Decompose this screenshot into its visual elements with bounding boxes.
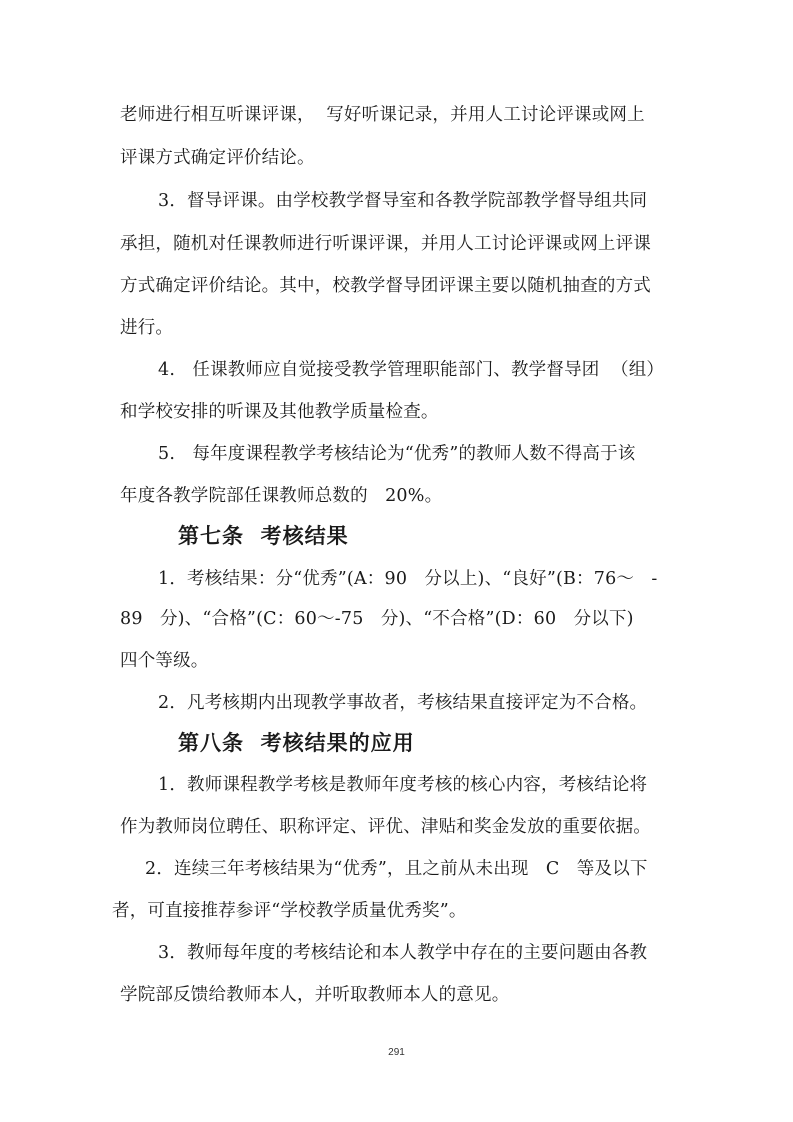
paragraph-line: 老师进行相互听课评课， 写好听课记录，并用人工讨论评课或网上 (120, 105, 645, 125)
paragraph-line: 评课方式确定评价结论。 (120, 148, 315, 168)
paragraph-line: 5. 每年度课程教学考核结论为“优秀”的教师人数不得高于该 (158, 444, 636, 464)
paragraph-line: 年度各教学院部任课教师总数的 20%。 (120, 486, 443, 506)
paragraph-line: 89 分)、“合格”(C：60～-75 分)、“不合格”(D：60 分以下) (120, 609, 634, 629)
paragraph-line: 学院部反馈给教师本人，并听取教师本人的意见。 (120, 985, 510, 1005)
paragraph-line: 1．考核结果：分“优秀”(A：90 分以上)、“良好”(B：76～ - (158, 569, 658, 589)
paragraph-line: 3．教师每年度的考核结论和本人教学中存在的主要问题由各教 (158, 943, 648, 963)
paragraph-line: 方式确定评价结论。其中，校教学督导团评课主要以随机抽查的方式 (120, 276, 651, 296)
paragraph-line: 者，可直接推荐参评“学校教学质量优秀奖”。 (112, 901, 467, 921)
paragraph-line: 4. 任课教师应自觉接受教学管理职能部门、教学督导团 （组） (158, 360, 665, 380)
paragraph-line: 2．连续三年考核结果为“优秀”，且之前从未出现 C 等及以下 (145, 859, 648, 879)
paragraph-line: 1．教师课程教学考核是教师年度考核的核心内容，考核结论将 (158, 775, 648, 795)
paragraph-line: 进行。 (120, 318, 174, 338)
paragraph-line: 作为教师岗位聘任、职称评定、评优、津贴和奖金发放的重要依据。 (120, 817, 651, 837)
page-number: 291 (388, 1047, 405, 1058)
section-heading: 第八条 考核结果的应用 (178, 731, 415, 755)
paragraph-line: 四个等级。 (120, 651, 209, 671)
paragraph-line: 3．督导评课。由学校教学督导室和各教学院部教学督导组共同 (158, 191, 648, 211)
paragraph-line: 2．凡考核期内出现教学事故者，考核结果直接评定为不合格。 (158, 693, 648, 713)
section-heading: 第七条 考核结果 (178, 524, 349, 548)
paragraph-line: 和学校安排的听课及其他教学质量检查。 (120, 402, 439, 422)
paragraph-line: 承担，随机对任课教师进行听课评课，并用人工讨论评课或网上评课 (120, 234, 651, 254)
